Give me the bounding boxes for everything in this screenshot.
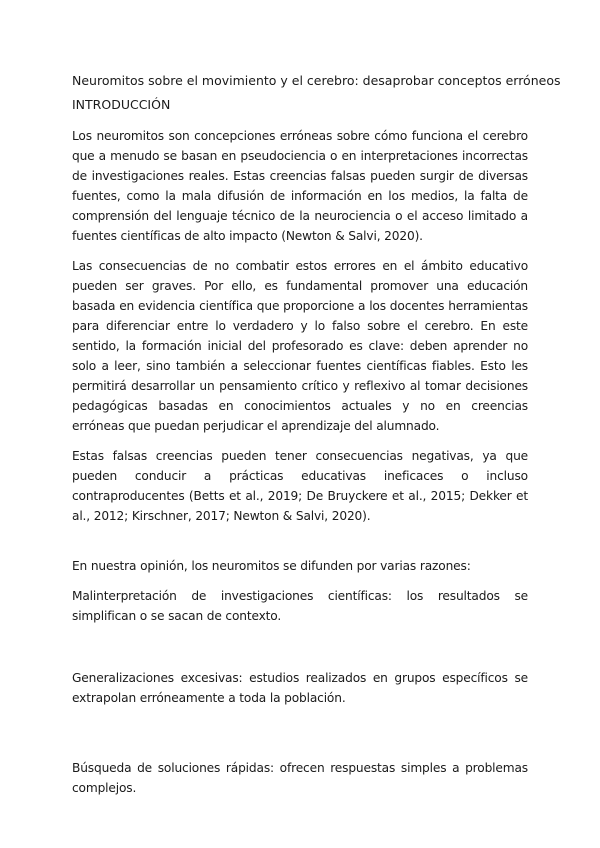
section-heading: INTRODUCCIÓN [72,97,171,112]
reason-overgeneralization: Generalizaciones excesivas: estudios realizados en grupos específicos se extrapolan erróneamente a toda la población. [72,671,528,705]
document-page [72,72,561,808]
reason-misinterpretation: Malinterpretación de investigaciones científicas: los resultados se simplifican o se sacan de contexto. [72,589,528,623]
paragraph-negative-effects: Estas falsas creencias pueden tener consecuencias negativas, ya que pueden conducir a prácticas educativas ineficaces o incluso contraproducentes (Betts et al., 2019; De Bruyckere et al., 2015; Dekker et al., 2012; Kirschner, 2017; Newton & Salvi, 2020). [72,449,528,523]
reason-quick-solutions: Búsqueda de soluciones rápidas: ofrecen respuestas simples a problemas complejos. [72,761,528,795]
document-title: Neuromitos sobre el movimiento y el cerebro: desaprobar conceptos erróneos [72,73,561,88]
paragraph-consequences: Las consecuencias de no combatir estos errores en el ámbito educativo pueden ser graves. Por ello, es fundamental promover una educación basada en evidencia científica que proporcione a los docentes herramientas para diferenciar entre lo verdadero y lo falso sobre el cerebro. En este sentido, la formación inicial del profesorado es clave: deben aprender no solo a leer, sino también a seleccionar fuentes científicas fiables. Esto les permitirá desarrollar un pensamiento crítico y reflexivo al tomar decisiones pedagógicas basadas en conocimientos actuales y no en creencias erróneas que puedan perjudicar el aprendizaje del alumnado. [72,259,528,433]
paragraph-definition: Los neuromitos son concepciones erróneas sobre cómo funciona el cerebro que a menudo se basan en pseudociencia o en interpretaciones incorrectas de investigaciones reales. Estas creencias falsas pueden surgir de diversas fuentes, como la mala difusión de información en los medios, la falta de comprensión del lenguaje técnico de la neurociencia o el acceso limitado a fuentes científicas de alto impacto (Newton & Salvi, 2020). [72,129,528,243]
paragraph-reasons-intro: En nuestra opinión, los neuromitos se difunden por varias razones: [72,559,471,573]
